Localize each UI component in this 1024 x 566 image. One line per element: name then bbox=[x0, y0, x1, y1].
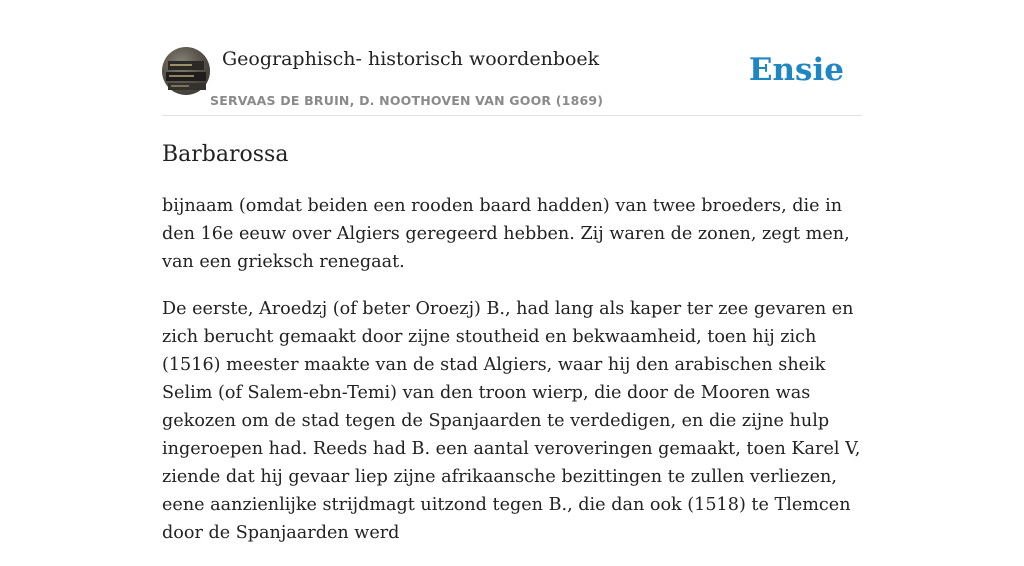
source-header bbox=[162, 46, 862, 116]
ensie-logo-link[interactable]: Ensie bbox=[748, 52, 844, 88]
entry-paragraph: bijnaam (omdat beiden een rooden baard hadden) van twee broeders, die in den 16e eeuw over Algiers geregeerd hebben. Zij waren de zonen, zegt men, van een grieksch renegaat. bbox=[162, 196, 850, 272]
book-avatar[interactable] bbox=[162, 47, 210, 95]
entry-body bbox=[162, 192, 862, 566]
entry-title: Barbarossa bbox=[162, 142, 289, 167]
entry-paragraph: De eerste, Aroedzj (of beter Oroezj) B., had lang als kaper ter zee gevaren en zich berucht gemaakt door zijne stoutheid en bekwaamheid, toen hij zich (1516) meester maakte van de stad Algiers, waar hij den arabischen sheik Selim (of Salem-ebn-Temi) van den troon wierp, die door de Mooren was gekozen om de stad tegen de Spanjaarden te verdedigen, en die zijne hulp ingeroepen had. Reeds had B. een aantal veroveringen gemaakt, toen Karel V, ziende dat hij gevaar liep zijne afrikaansche bezittingen te zullen verliezen, eene aanzienlijke strijdmagt uitzond tegen B., die dan ook (1518) te Tlemcen door de Spanjaarden werd bbox=[162, 299, 861, 543]
book-spines-icon bbox=[162, 47, 210, 95]
book-title-link[interactable]: Geographisch- historisch woordenboek bbox=[222, 48, 600, 70]
book-author: SERVAAS DE BRUIN, D. NOOTHOVEN VAN GOOR (1869) bbox=[210, 93, 604, 108]
